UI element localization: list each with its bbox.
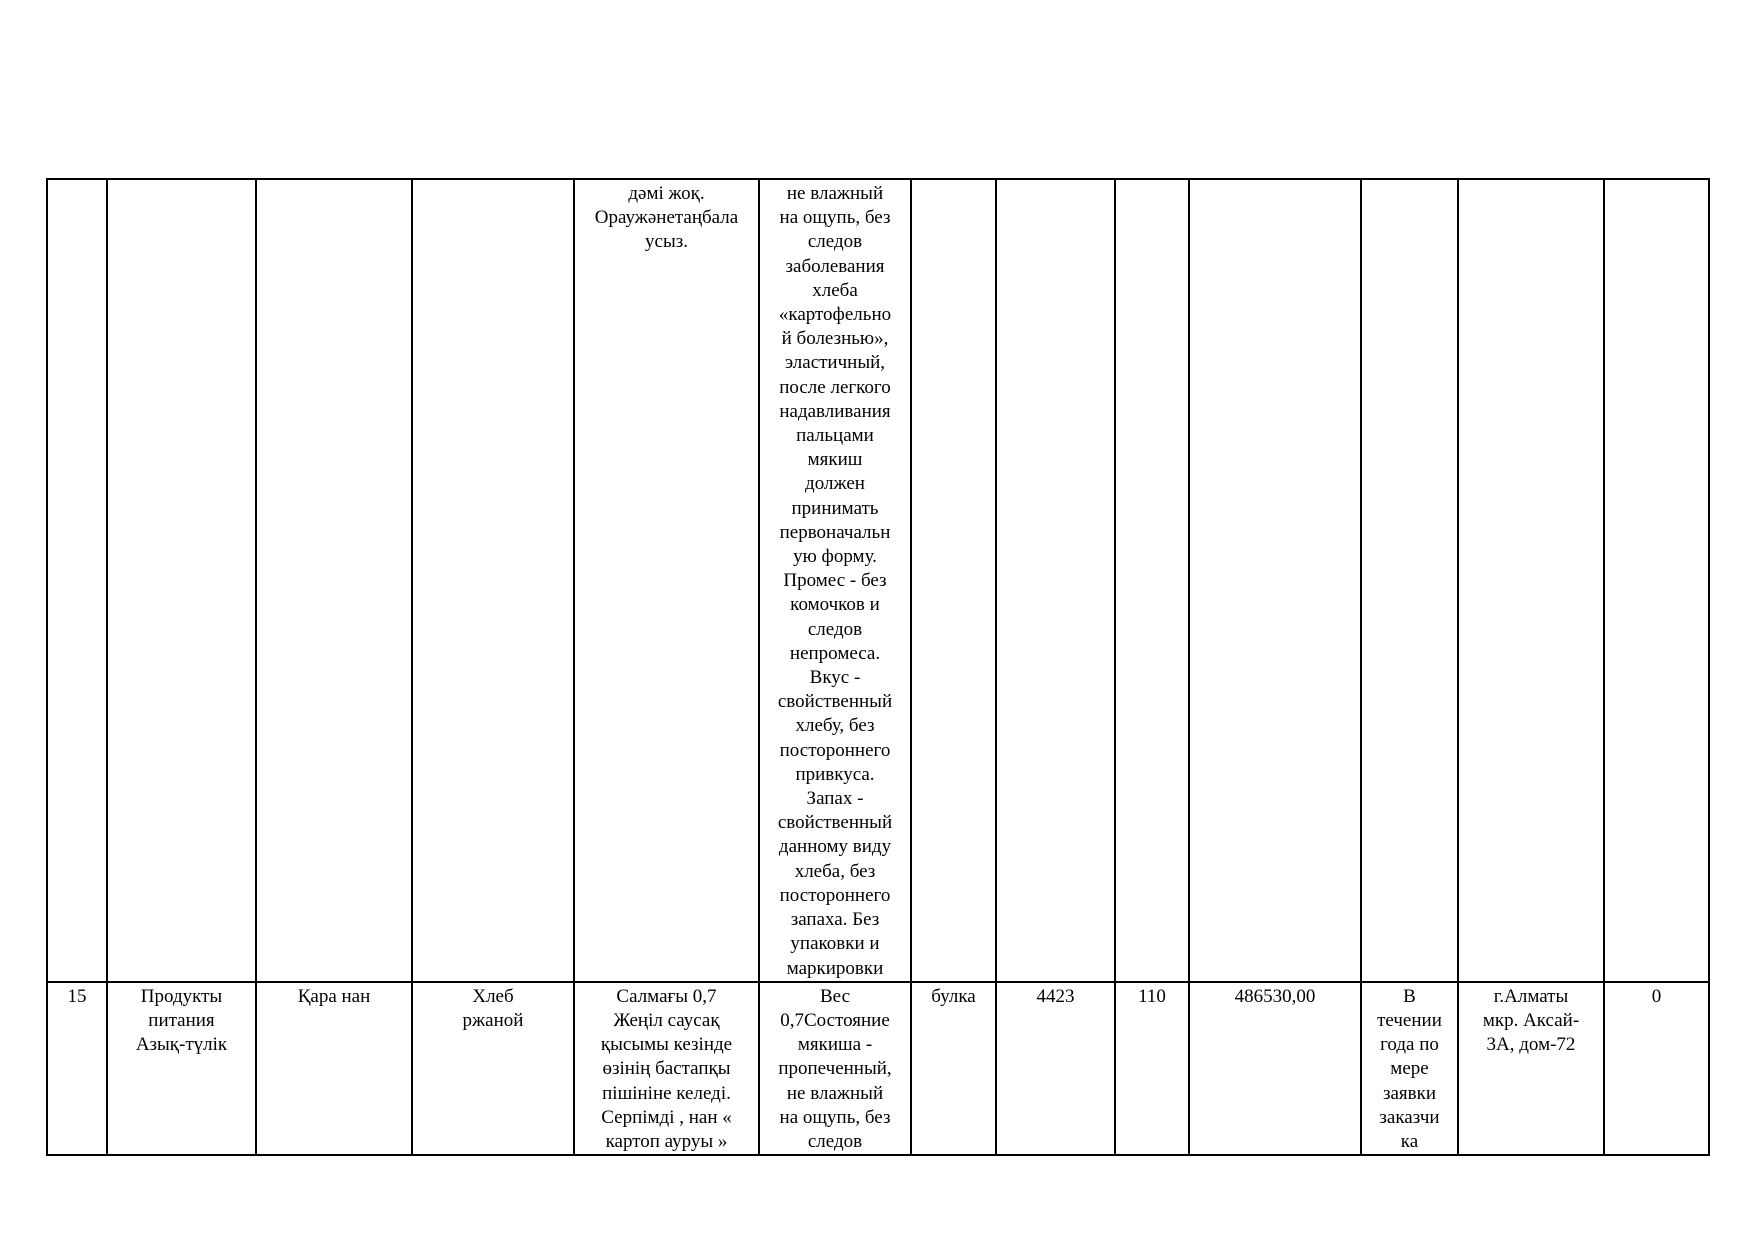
cell-term: В течении года по мере заявки заказчи ка (1361, 982, 1458, 1155)
cell-category: Продукты питания Азық-түлік (107, 982, 256, 1155)
cell-unit (911, 179, 996, 982)
cell-quantity: 4423 (996, 982, 1115, 1155)
cell-name-ru: Хлеб ржаной (412, 982, 574, 1155)
cell-description-ru: Вес 0,7Состояние мякиша - пропеченный, не влажный на ощупь, без следов (759, 982, 911, 1155)
cell-category (107, 179, 256, 982)
cell-num: 15 (47, 982, 107, 1155)
cell-sum: 486530,00 (1189, 982, 1361, 1155)
cell-term (1361, 179, 1458, 982)
cell-unit: булка (911, 982, 996, 1155)
cell-name-kz: Қара нан (256, 982, 412, 1155)
cell-prepayment (1604, 179, 1709, 982)
table-row-15 (47, 982, 1709, 1155)
cell-sum (1189, 179, 1361, 982)
cell-prepayment: 0 (1604, 982, 1709, 1155)
cell-name-kz (256, 179, 412, 982)
cell-price (1115, 179, 1189, 982)
table-row-continued (47, 179, 1709, 982)
cell-description-ru: не влажный на ощупь, без следов заболевания хлеба «картофельно й болезнью», эластичный, после легкого надавливания пальцами мякиш должен принимать первоначальн ую форму. Промес - без комочков и следов непромеса. Вкус - свойственный хлебу, без постороннего привкуса. Запах - свойственный данному виду хлеба, без постороннего запаха. Без упаковки и маркировки (759, 179, 911, 982)
cell-description-kz: дәмі жоқ. Ораужәнетаңбала усыз. (574, 179, 759, 982)
cell-quantity (996, 179, 1115, 982)
cell-address (1458, 179, 1604, 982)
cell-description-kz: Салмағы 0,7 Жеңіл саусақ қысымы кезінде өзінің бастапқы пішініне келеді. Серпімді , нан « картоп ауруы » (574, 982, 759, 1155)
cell-num (47, 179, 107, 982)
cell-address: г.Алматы мкр. Аксай- 3А, дом-72 (1458, 982, 1604, 1155)
procurement-table (46, 178, 1710, 1156)
cell-name-ru (412, 179, 574, 982)
cell-price: 110 (1115, 982, 1189, 1155)
